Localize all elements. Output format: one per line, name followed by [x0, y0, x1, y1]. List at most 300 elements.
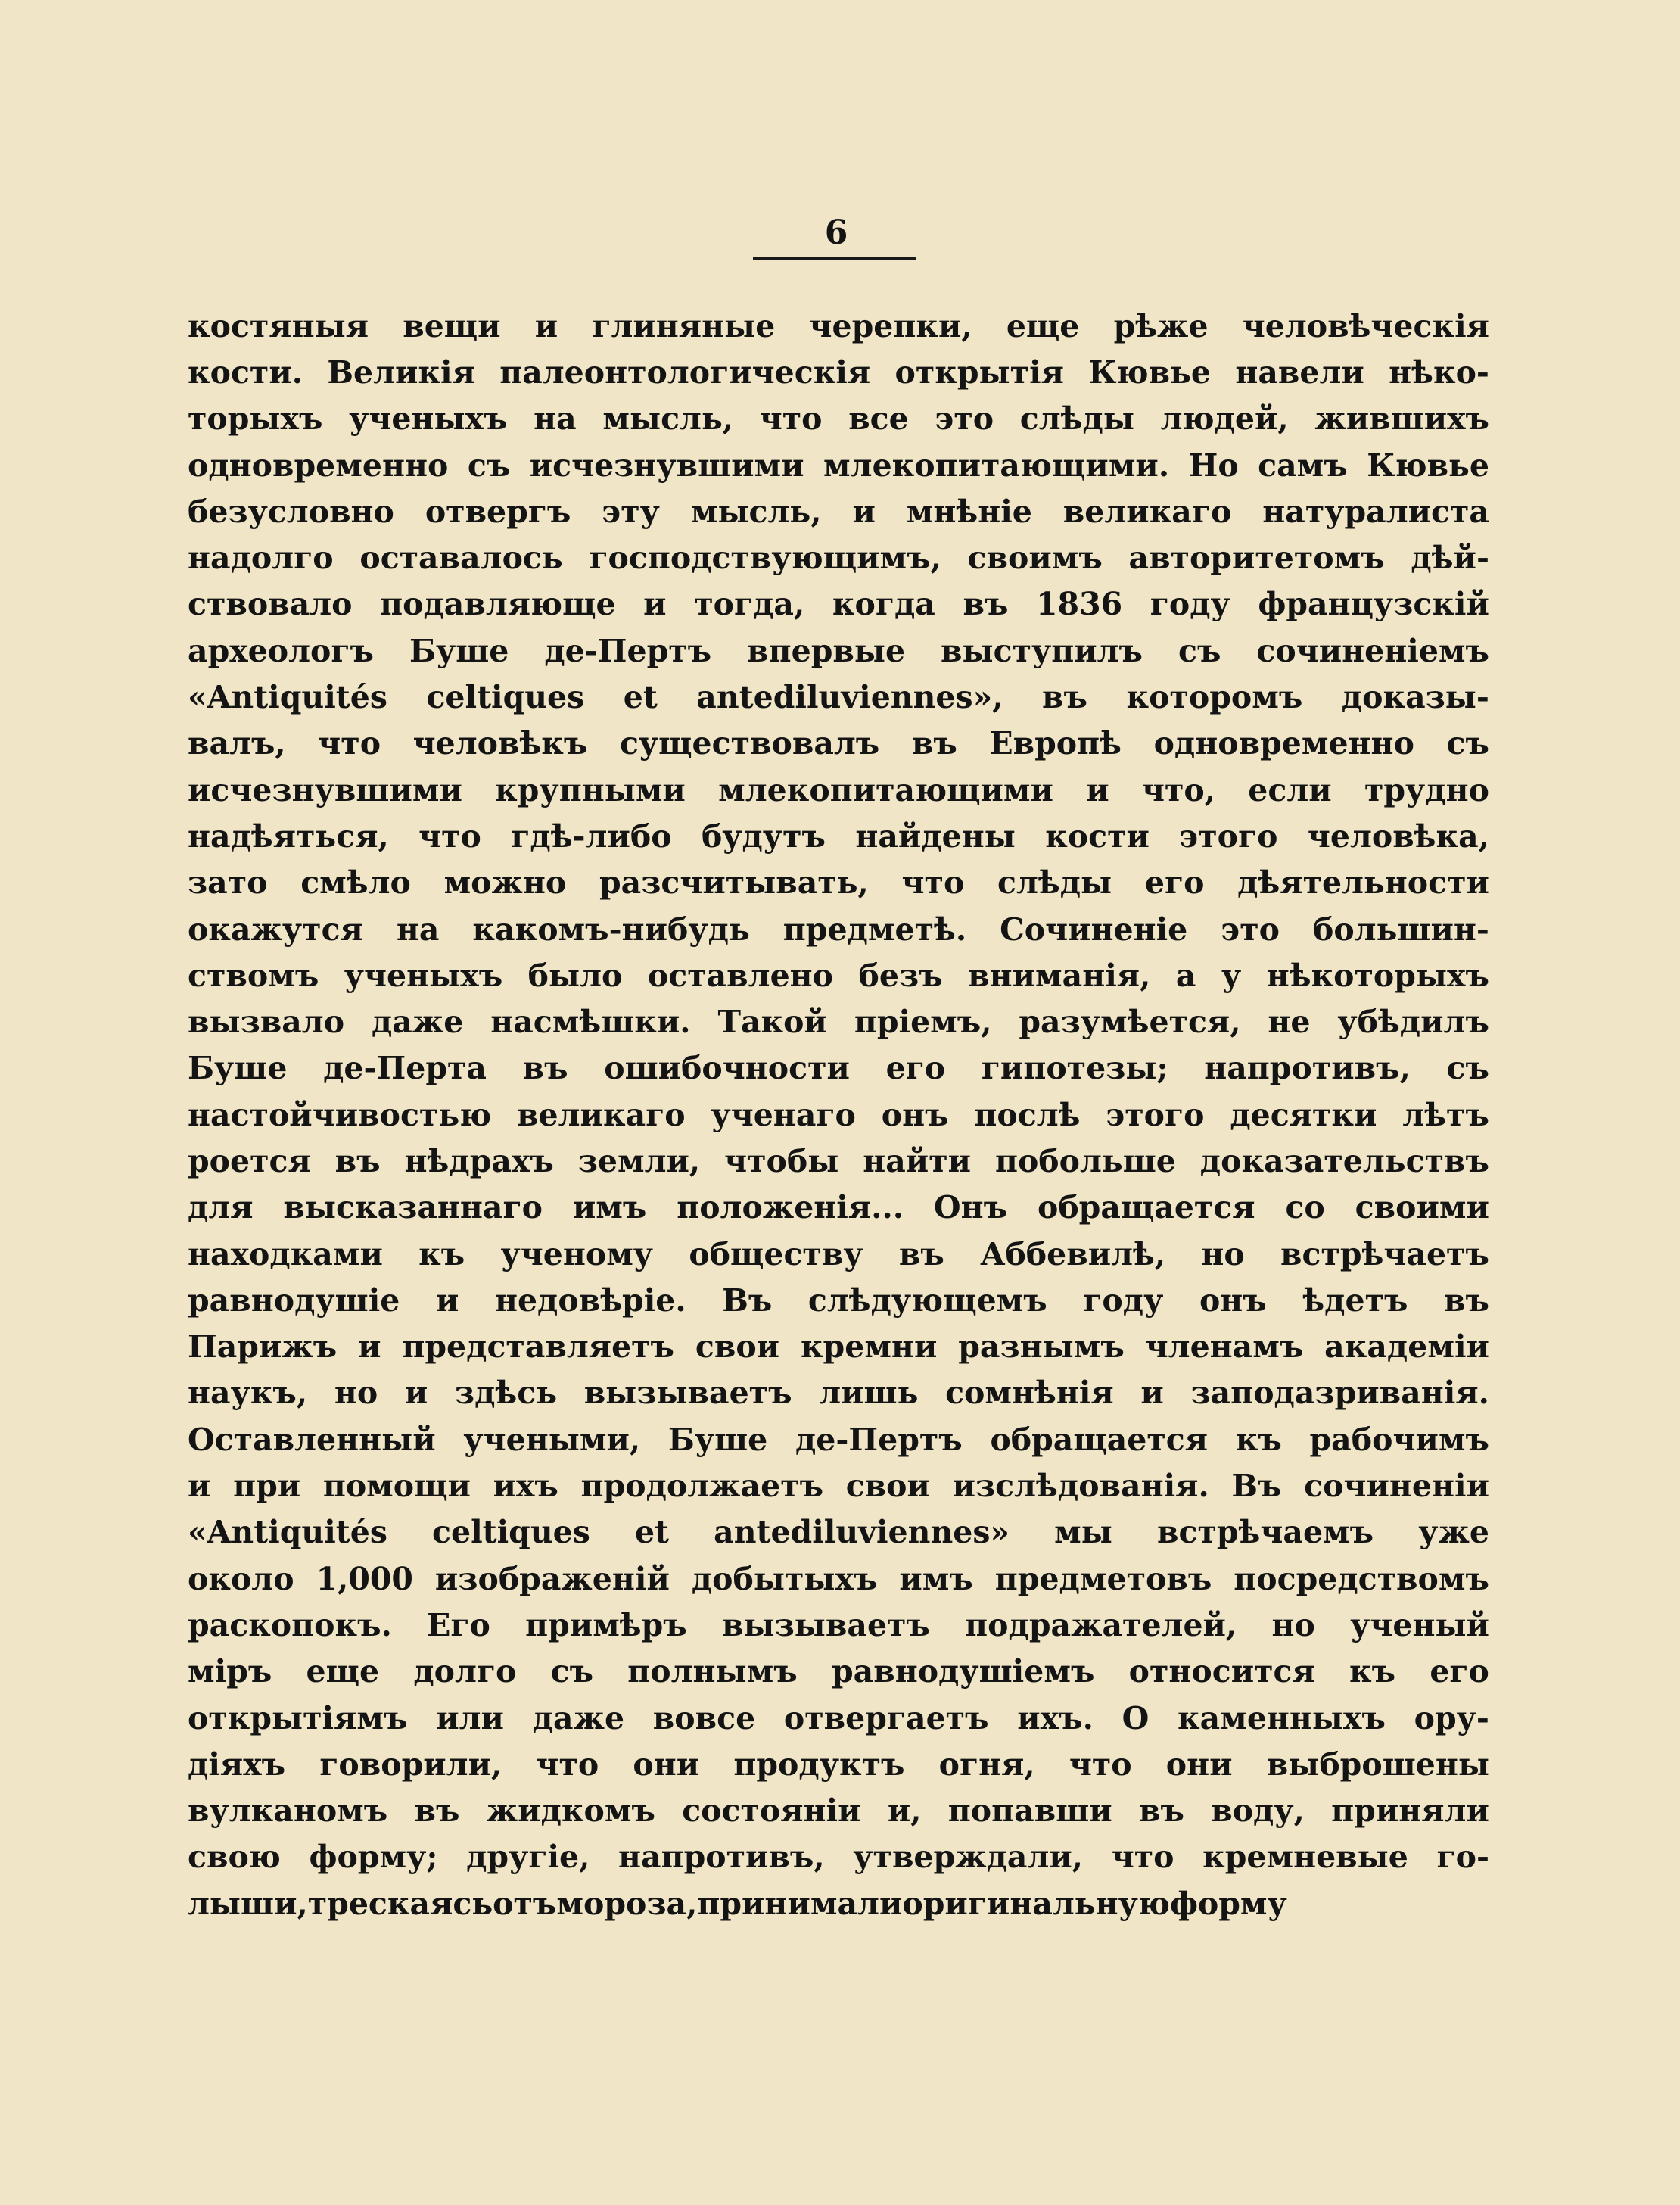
word: вулканомъ: [188, 1792, 388, 1830]
word: крупными: [495, 771, 686, 808]
word: мороза,: [556, 1885, 698, 1922]
word: даже: [371, 1004, 464, 1041]
word: Буше: [188, 1050, 288, 1087]
word: Такой: [717, 1004, 827, 1041]
word: форму: [1169, 1885, 1287, 1922]
word: кости.: [188, 353, 303, 391]
word: со: [1285, 1189, 1325, 1226]
word: что: [318, 725, 381, 762]
word: что: [1111, 1839, 1174, 1876]
text-line: [188, 1834, 1489, 1880]
word: высказаннаго: [283, 1189, 543, 1226]
word: Парижъ: [188, 1328, 338, 1366]
word: его: [1430, 1653, 1489, 1690]
word: своими: [1355, 1189, 1489, 1226]
word: примѣръ: [525, 1606, 687, 1643]
word: форму;: [309, 1839, 438, 1876]
text-line: [188, 1788, 1489, 1834]
word: своимъ: [967, 540, 1103, 577]
word: приняли: [1331, 1792, 1489, 1830]
word: существовалъ: [619, 725, 880, 762]
word: исчезнувшими: [188, 771, 462, 808]
word: представляетъ: [402, 1328, 675, 1366]
word: окажутся: [188, 911, 363, 948]
word: учеными,: [463, 1421, 641, 1458]
word: и: [435, 1282, 459, 1319]
word: роется: [188, 1142, 311, 1179]
word: ору-: [1414, 1699, 1489, 1736]
word: валъ,: [188, 725, 286, 762]
word: Въ: [722, 1282, 773, 1319]
word: ствомъ: [188, 957, 319, 994]
word: изображеній: [434, 1560, 670, 1597]
word: съ: [1446, 1050, 1489, 1087]
word: выступилъ: [941, 632, 1143, 669]
word: 1,000: [316, 1560, 413, 1597]
word: ствовало: [188, 586, 353, 623]
word: къ: [418, 1235, 465, 1272]
word: де-Перта: [323, 1050, 487, 1087]
word: доказательствъ: [1199, 1142, 1489, 1179]
word: одновременно: [188, 447, 449, 484]
word: встрѣчаемъ: [1157, 1514, 1374, 1551]
word: подражателей,: [965, 1606, 1237, 1643]
word: и: [643, 586, 667, 623]
word: утверждали,: [853, 1839, 1084, 1876]
word: трескаясь: [307, 1885, 493, 1922]
word: и: [358, 1328, 381, 1366]
word: въ: [963, 586, 1009, 623]
word: году: [1150, 586, 1230, 623]
word: надолго: [188, 540, 334, 577]
word: celtiques: [432, 1514, 590, 1551]
word: въ: [898, 1235, 944, 1272]
word: насмѣшки.: [490, 1004, 691, 1041]
word: можно: [443, 864, 567, 902]
word: мы: [1054, 1514, 1112, 1551]
word: Кювье: [1088, 353, 1212, 391]
word: въ: [414, 1792, 460, 1830]
word: полнымъ: [627, 1653, 798, 1690]
word: къ: [1349, 1653, 1396, 1690]
word: et: [623, 679, 658, 716]
word: натуралиста: [1262, 493, 1489, 530]
text-line: [188, 1277, 1489, 1323]
word: трудно: [1364, 771, 1489, 808]
word: навели: [1235, 353, 1364, 391]
word: слѣды: [1019, 400, 1134, 438]
word: какомъ-нибудь: [472, 911, 750, 948]
word: смѣло: [300, 864, 411, 902]
word: но: [1201, 1235, 1245, 1272]
word: предметовъ: [994, 1560, 1212, 1597]
word: лишь: [819, 1375, 919, 1412]
word: или: [436, 1699, 504, 1736]
word: когда: [832, 586, 935, 623]
word: Аббевилѣ,: [980, 1235, 1166, 1272]
text-line: [188, 721, 1489, 767]
word: безъ: [858, 957, 943, 994]
word: если: [1248, 771, 1332, 808]
word: находками: [188, 1235, 383, 1272]
word: млекопитающими.: [823, 447, 1170, 484]
word: жидкомъ: [486, 1792, 655, 1830]
word: Въ: [1231, 1468, 1282, 1505]
word: въ: [1444, 1282, 1489, 1319]
text-line: [188, 906, 1489, 952]
word: великаго: [517, 1096, 686, 1133]
text-line: [188, 1462, 1489, 1509]
word: людей,: [1160, 400, 1289, 438]
text-line: [188, 1138, 1489, 1184]
word: дѣй-: [1411, 540, 1489, 577]
word: гдѣ-либо: [511, 818, 672, 855]
text-line: [188, 1556, 1489, 1602]
word: сомнѣнія: [945, 1375, 1114, 1412]
word: при: [233, 1468, 301, 1505]
word: что: [418, 818, 481, 855]
text-line: [188, 1092, 1489, 1138]
word: человѣка,: [1307, 818, 1489, 855]
word: даже: [532, 1699, 625, 1736]
word: огня,: [938, 1746, 1035, 1783]
word: не: [1268, 1004, 1311, 1041]
word: на: [396, 911, 440, 948]
word: Европѣ: [989, 725, 1122, 762]
word: сочиненіемъ: [1256, 632, 1489, 669]
word: которомъ: [1126, 679, 1303, 716]
word: свои: [845, 1468, 930, 1505]
word: воду,: [1211, 1792, 1305, 1830]
word: самъ: [1258, 447, 1348, 484]
word: antediluviennes»: [714, 1514, 1010, 1551]
word: здѣсь: [454, 1375, 558, 1412]
word: палеонтологическія: [499, 353, 871, 391]
word: что: [536, 1746, 599, 1783]
word: ученый: [1350, 1606, 1489, 1643]
word: убѣдилъ: [1337, 1004, 1489, 1041]
word: все: [848, 400, 909, 438]
word: это: [1221, 911, 1280, 948]
word: этого: [1106, 1096, 1205, 1133]
word: съ: [1446, 725, 1489, 762]
word: го-: [1436, 1839, 1489, 1876]
text-line: [188, 1045, 1489, 1092]
word: послѣ: [974, 1096, 1081, 1133]
word: онъ: [1199, 1282, 1267, 1319]
text-line: [188, 1185, 1489, 1231]
text-line: [188, 1370, 1489, 1416]
text-line: [188, 1324, 1489, 1370]
word: а: [1175, 957, 1196, 994]
word: Кювье: [1367, 447, 1489, 484]
word: черепки,: [809, 307, 972, 344]
word: и: [1086, 771, 1109, 808]
word: Оставленный: [188, 1421, 436, 1458]
word: но: [334, 1375, 378, 1412]
word: съ: [1178, 632, 1221, 669]
text-line: [188, 1695, 1489, 1741]
word: antediluviennes»,: [696, 679, 1003, 716]
word: что: [759, 400, 823, 438]
text-line: [188, 674, 1489, 720]
word: де-Пертъ: [544, 632, 712, 669]
word: Но: [1188, 447, 1239, 484]
word: человѣкъ: [412, 725, 588, 762]
word: ученому: [500, 1235, 654, 1272]
text-line: [188, 1416, 1489, 1462]
word: что,: [1141, 771, 1215, 808]
word: ученыхъ: [344, 957, 503, 994]
text-line: [188, 442, 1489, 488]
word: кости: [1045, 818, 1150, 855]
word: и,: [887, 1792, 922, 1830]
text-line: [188, 998, 1489, 1045]
text-line: [188, 952, 1489, 998]
word: имъ: [572, 1189, 647, 1226]
word: вызываетъ: [722, 1606, 930, 1643]
word: ихъ.: [1017, 1699, 1094, 1736]
word: побольше: [994, 1142, 1176, 1179]
text-line: [188, 1649, 1489, 1695]
word: это: [935, 400, 994, 438]
word: зато: [188, 864, 268, 902]
text-line: [188, 488, 1489, 534]
word: говорили,: [319, 1746, 502, 1783]
word: въ: [911, 725, 957, 762]
word: пріемъ,: [854, 1004, 992, 1041]
word: отъ: [493, 1885, 557, 1922]
word: мнѣніе: [906, 493, 1032, 530]
word: эту: [602, 493, 660, 530]
text-line: [188, 303, 1489, 349]
word: впервые: [747, 632, 906, 669]
word: оставалось: [359, 540, 563, 577]
word: продолжаетъ: [580, 1468, 824, 1505]
word: безусловно: [188, 493, 394, 530]
word: въ: [522, 1050, 568, 1087]
word: оставлено: [647, 957, 834, 994]
text-line: [188, 1880, 1489, 1926]
word: предметѣ.: [782, 911, 967, 948]
word: напротивъ,: [1204, 1050, 1411, 1087]
word: относится: [1128, 1653, 1315, 1690]
word: et: [634, 1514, 669, 1551]
word: на: [534, 400, 577, 438]
word: равнодушіемъ: [831, 1653, 1095, 1690]
word: археологъ: [188, 632, 374, 669]
word: обращается: [1037, 1189, 1255, 1226]
word: оригинальную: [902, 1885, 1170, 1922]
word: млекопитающими: [718, 771, 1053, 808]
word: и: [404, 1375, 428, 1412]
word: и: [188, 1468, 211, 1505]
word: сочиненіи: [1304, 1468, 1489, 1505]
word: міръ: [188, 1653, 272, 1690]
word: открытіямъ: [188, 1699, 408, 1736]
word: мысль,: [690, 493, 822, 530]
word: и: [1140, 1375, 1164, 1412]
text-line: [188, 581, 1489, 628]
word: попавши: [947, 1792, 1112, 1830]
word: въ: [1042, 679, 1087, 716]
word: для: [188, 1189, 254, 1226]
word: обществу: [689, 1235, 863, 1272]
word: вещи: [403, 307, 501, 344]
word: разумѣется,: [1019, 1004, 1241, 1041]
word: найдены: [855, 818, 1016, 855]
word: обращается: [990, 1421, 1209, 1458]
word: вызываетъ: [583, 1375, 792, 1412]
word: положенія...: [677, 1189, 904, 1226]
word: Буше: [409, 632, 509, 669]
word: одновременно: [1153, 725, 1414, 762]
word: членамъ: [1145, 1328, 1304, 1366]
word: заподазриванія.: [1190, 1375, 1489, 1412]
word: было: [527, 957, 623, 994]
text-line: [188, 860, 1489, 906]
word: они: [633, 1746, 700, 1783]
word: настойчивостью: [188, 1096, 492, 1133]
word: де-Пертъ: [795, 1421, 963, 1458]
word: лыши,: [188, 1885, 308, 1922]
word: земли,: [577, 1142, 701, 1179]
word: Великія: [327, 353, 475, 391]
word: кремни: [800, 1328, 938, 1366]
word: изслѣдованія.: [952, 1468, 1209, 1505]
word: вызвало: [188, 1004, 345, 1041]
word: этого: [1179, 818, 1278, 855]
word: ошибочности: [604, 1050, 850, 1087]
word: ѣдетъ: [1302, 1282, 1408, 1319]
word: 1836: [1036, 586, 1123, 623]
word: вовсе: [652, 1699, 756, 1736]
word: дѣятельности: [1237, 864, 1489, 902]
word: тогда,: [694, 586, 805, 623]
word: авторитетомъ: [1128, 540, 1385, 577]
word: въ: [1138, 1792, 1184, 1830]
word: и: [534, 307, 558, 344]
word: еще: [306, 1653, 380, 1690]
word: подавляюще: [380, 586, 616, 623]
word: найти: [863, 1142, 972, 1179]
word: у: [1221, 957, 1242, 994]
word: ученаго: [711, 1096, 856, 1133]
page-number-rule: [753, 257, 916, 260]
word: раскопокъ.: [188, 1606, 392, 1643]
word: мысль,: [602, 400, 734, 438]
word: глиняные: [592, 307, 776, 344]
word: нѣкоторыхъ: [1266, 957, 1489, 994]
word: его: [1144, 864, 1205, 902]
word: что: [901, 864, 965, 902]
word: его: [885, 1050, 946, 1087]
word: французскій: [1258, 586, 1489, 623]
word: нѣко-: [1389, 353, 1489, 391]
word: О: [1122, 1699, 1150, 1736]
word: нѣдрахъ: [404, 1142, 554, 1179]
page-number: 6: [824, 213, 848, 252]
word: открытія: [894, 353, 1064, 391]
word: долго: [413, 1653, 517, 1690]
word: надѣяться,: [188, 818, 389, 855]
text-line: [188, 534, 1489, 581]
word: свою: [188, 1839, 281, 1876]
word: большин-: [1312, 911, 1489, 948]
word: слѣдующемъ: [807, 1282, 1047, 1319]
word: что: [1069, 1746, 1132, 1783]
word: продуктъ: [733, 1746, 905, 1783]
word: съ: [467, 447, 511, 484]
word: они: [1165, 1746, 1233, 1783]
text-line: [188, 1509, 1489, 1556]
word: слѣды: [997, 864, 1112, 902]
word: гипотезы;: [981, 1050, 1168, 1087]
word: Буше: [667, 1421, 768, 1458]
body-text: [188, 303, 1489, 1926]
word: добытыхъ: [691, 1560, 878, 1597]
word: съ: [550, 1653, 594, 1690]
word: «Antiquités: [188, 1514, 387, 1551]
word: ихъ: [493, 1468, 558, 1505]
word: десятки: [1230, 1096, 1377, 1133]
word: около: [188, 1560, 294, 1597]
word: великаго: [1062, 493, 1232, 530]
word: академіи: [1324, 1328, 1489, 1366]
word: году: [1083, 1282, 1164, 1319]
text-line: [188, 1741, 1489, 1787]
word: костяныя: [188, 307, 369, 344]
word: къ: [1235, 1421, 1282, 1458]
word: но: [1271, 1606, 1315, 1643]
word: рабочимъ: [1309, 1421, 1489, 1458]
word: уже: [1418, 1514, 1489, 1551]
word: и: [852, 493, 876, 530]
word: исчезнувшими: [529, 447, 804, 484]
word: состояніи: [682, 1792, 861, 1830]
text-line: [188, 628, 1489, 674]
word: еще: [1006, 307, 1080, 344]
word: рѣже: [1113, 307, 1209, 344]
word: разсчитывать,: [599, 864, 869, 902]
word: діяхъ: [188, 1746, 286, 1783]
word: Онъ: [933, 1189, 1008, 1226]
word: въ: [334, 1142, 381, 1179]
word: недовѣріе.: [494, 1282, 686, 1319]
word: наукъ,: [188, 1375, 308, 1412]
text-line: [188, 396, 1489, 442]
word: жившихъ: [1314, 400, 1489, 438]
word: celtiques: [426, 679, 585, 716]
word: помощи: [322, 1468, 471, 1505]
text-line: [188, 349, 1489, 395]
word: торыхъ: [188, 400, 323, 438]
word: другіе,: [466, 1839, 590, 1876]
text-line: [188, 813, 1489, 859]
word: встрѣчаетъ: [1280, 1235, 1489, 1272]
word: выброшены: [1266, 1746, 1489, 1783]
word: принимали: [697, 1885, 903, 1922]
text-line: [188, 1231, 1489, 1277]
word: чтобы: [724, 1142, 839, 1179]
word: посредствомъ: [1234, 1560, 1489, 1597]
word: кремневые: [1202, 1839, 1408, 1876]
word: вниманія,: [968, 957, 1151, 994]
word: имъ: [899, 1560, 973, 1597]
word: господствующимъ,: [589, 540, 941, 577]
word: Сочиненіе: [1000, 911, 1188, 948]
word: напротивъ,: [618, 1839, 825, 1876]
